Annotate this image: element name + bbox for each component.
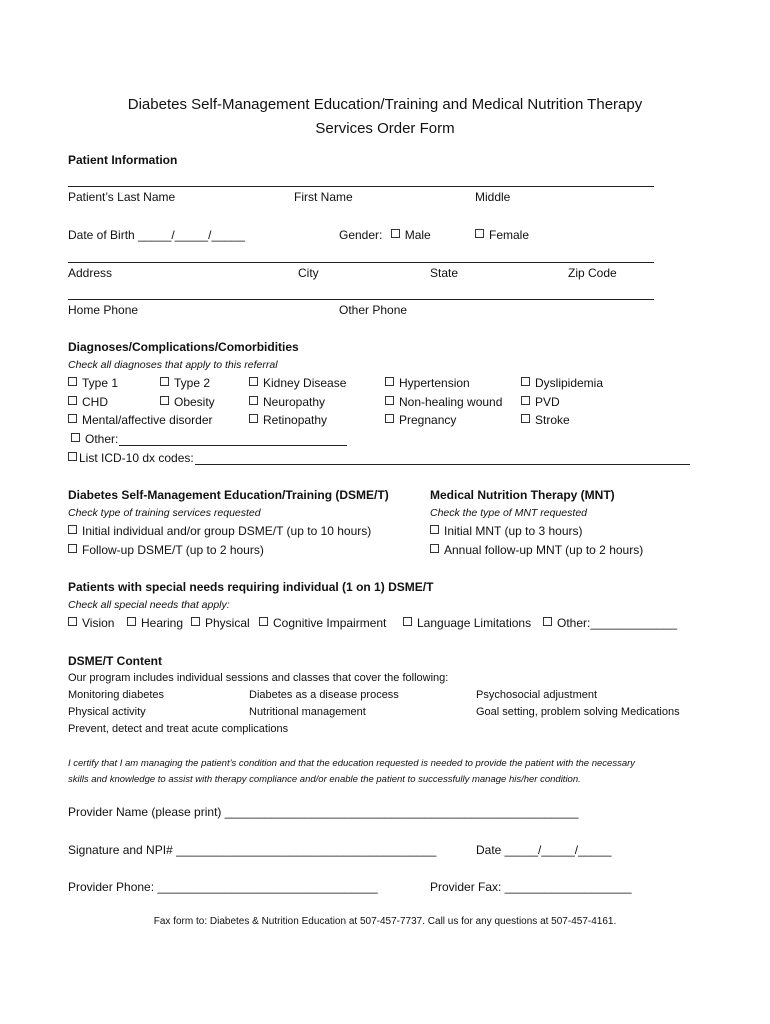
icd-10-line[interactable] (195, 464, 690, 465)
middle-name-label: Middle (475, 190, 511, 204)
checkbox[interactable] (68, 414, 77, 423)
mnt-annual-option[interactable]: Annual follow-up MNT (up to 2 hours) (430, 543, 643, 557)
dx-dyslipidemia[interactable]: Dyslipidemia (521, 376, 603, 390)
provider-phone-field[interactable]: Provider Phone: _________________________________ (68, 880, 378, 894)
certification-line-2: skills and knowledge to assist with therapy compliance and/or enable the patient to successfully manage his/her condition. (68, 774, 581, 785)
dx-chd[interactable]: CHD (68, 395, 108, 409)
form-title-line-1: Diabetes Self-Management Education/Training and Medical Nutrition Therapy (127, 96, 643, 113)
checkbox[interactable] (68, 525, 77, 534)
need-hearing[interactable]: Hearing (127, 616, 183, 630)
patient-name-line[interactable] (68, 186, 654, 187)
checkbox[interactable] (127, 617, 136, 626)
checkbox[interactable] (385, 377, 394, 386)
content-item: Physical activity (68, 706, 146, 718)
diagnoses-heading: Diagnoses/Complications/Comorbidities (68, 340, 299, 354)
checkbox[interactable] (543, 617, 552, 626)
checkbox[interactable] (68, 544, 77, 553)
gender-field (339, 228, 431, 242)
mnt-heading: Medical Nutrition Therapy (MNT) (430, 488, 615, 502)
dx-mental-affective[interactable]: Mental/affective disorder (68, 413, 213, 427)
checkbox[interactable] (160, 396, 169, 405)
mnt-instruction: Check the type of MNT requested (430, 507, 587, 519)
dsmt-followup-option[interactable]: Follow-up DSME/T (up to 2 hours) (68, 543, 264, 557)
dx-type1[interactable]: Type 1 (68, 376, 118, 390)
checkbox[interactable] (385, 414, 394, 423)
content-heading: DSME/T Content (68, 654, 162, 668)
last-name-label: Patient’s Last Name (68, 190, 176, 204)
date-of-birth-field[interactable]: Date of Birth _____/_____/_____ (68, 228, 245, 242)
checkbox[interactable] (68, 452, 77, 461)
phone-line[interactable] (68, 299, 654, 300)
dx-stroke[interactable]: Stroke (521, 413, 570, 427)
need-other[interactable]: Other:_____________ (543, 616, 677, 630)
special-needs-instruction: Check all special needs that apply: (68, 599, 230, 611)
checkbox[interactable] (430, 544, 439, 553)
female-checkbox[interactable] (475, 229, 484, 238)
address-line[interactable] (68, 262, 654, 263)
certification-line-1: I certify that I am managing the patient’s condition and that the education requested is needed to provide the patient with the necessary (68, 758, 636, 769)
dx-obesity[interactable]: Obesity (160, 395, 215, 409)
checkbox[interactable] (521, 414, 530, 423)
content-item: Monitoring diabetes (68, 689, 165, 701)
dsmt-initial-option[interactable]: Initial individual and/or group DSME/T (up to 10 hours) (68, 524, 371, 538)
diagnoses-instruction: Check all diagnoses that apply to this referral (68, 359, 278, 371)
dx-pvd[interactable]: PVD (521, 395, 560, 409)
provider-name-field[interactable]: Provider Name (please print) _____________________________________________________ (68, 805, 579, 819)
checkbox[interactable] (191, 617, 200, 626)
checkbox[interactable] (249, 377, 258, 386)
dx-neuropathy[interactable]: Neuropathy (249, 395, 325, 409)
other-phone-label: Other Phone (339, 303, 408, 317)
dx-kidney-disease[interactable]: Kidney Disease (249, 376, 346, 390)
checkbox[interactable] (68, 617, 77, 626)
checkbox[interactable] (521, 377, 530, 386)
checkbox[interactable] (68, 377, 77, 386)
dx-other-line[interactable] (119, 445, 347, 446)
zip-code-label: Zip Code (568, 266, 617, 280)
patient-info-heading: Patient Information (68, 153, 178, 167)
female-option (475, 228, 529, 242)
provider-fax-field[interactable]: Provider Fax: ___________________ (430, 880, 632, 894)
content-item: Nutritional management (249, 706, 366, 718)
male-label: Male (404, 228, 431, 242)
dx-non-healing-wound[interactable]: Non-healing wound (385, 395, 502, 409)
mnt-initial-option[interactable]: Initial MNT (up to 3 hours) (430, 524, 583, 538)
home-phone-label: Home Phone (68, 303, 139, 317)
signature-npi-field[interactable]: Signature and NPI# _______________________________________ (68, 843, 437, 857)
need-physical[interactable]: Physical (191, 616, 250, 630)
content-item: Goal setting, problem solving Medications (476, 706, 680, 718)
special-needs-heading: Patients with special needs requiring individual (1 on 1) DSME/T (68, 580, 434, 594)
dx-retinopathy[interactable]: Retinopathy (249, 413, 327, 427)
checkbox[interactable] (68, 396, 77, 405)
form-title-line-2: Services Order Form (315, 120, 455, 137)
footer-fax-note: Fax form to: Diabetes & Nutrition Education at 507-457-7737. Call us for any questions at 507-457-4161. (153, 916, 617, 927)
need-cognitive[interactable]: Cognitive Impairment (259, 616, 386, 630)
provider-date-field[interactable]: Date _____/_____/_____ (476, 843, 612, 857)
checkbox[interactable] (259, 617, 268, 626)
content-intro: Our program includes individual sessions and classes that cover the following: (68, 672, 449, 684)
female-label: Female (489, 228, 530, 242)
content-item: Diabetes as a disease process (249, 689, 399, 701)
checkbox[interactable] (385, 396, 394, 405)
checkbox[interactable] (160, 377, 169, 386)
first-name-label: First Name (294, 190, 353, 204)
dx-hypertension[interactable]: Hypertension (385, 376, 470, 390)
dsmt-heading: Diabetes Self-Management Education/Training (DSME/T) (68, 488, 389, 502)
content-item: Psychosocial adjustment (476, 689, 598, 701)
checkbox[interactable] (249, 414, 258, 423)
dx-other[interactable]: Other: (71, 432, 118, 446)
icd-10-codes[interactable]: List ICD-10 dx codes: (68, 451, 194, 465)
need-language[interactable]: Language Limitations (403, 616, 531, 630)
content-item: Prevent, detect and treat acute complications (68, 723, 289, 735)
gender-label: Gender: (339, 228, 383, 242)
state-label: State (430, 266, 459, 280)
address-label: Address (68, 266, 113, 280)
dx-type2[interactable]: Type 2 (160, 376, 210, 390)
checkbox[interactable] (403, 617, 412, 626)
city-label: City (298, 266, 319, 280)
male-checkbox[interactable] (391, 229, 400, 238)
checkbox[interactable] (249, 396, 258, 405)
dsmt-instruction: Check type of training services requested (68, 507, 261, 519)
checkbox[interactable] (430, 525, 439, 534)
dx-pregnancy[interactable]: Pregnancy (385, 413, 456, 427)
checkbox[interactable] (71, 433, 80, 442)
checkbox[interactable] (521, 396, 530, 405)
need-vision[interactable]: Vision (68, 616, 114, 630)
